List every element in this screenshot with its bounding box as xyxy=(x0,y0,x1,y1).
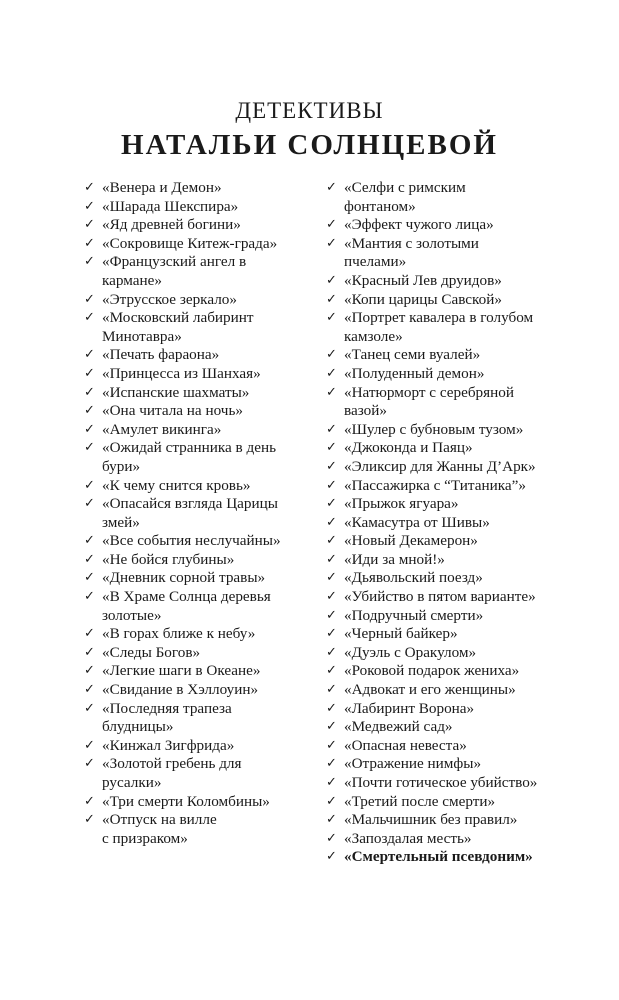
book-title: «Медвежий сад» xyxy=(344,718,453,736)
book-list-item xyxy=(84,253,309,290)
checkmark-icon: ✓ xyxy=(326,737,337,753)
book-title: «Московский лабиринт Минотавра» xyxy=(102,309,254,345)
book-title: «Три смерти Коломбины» xyxy=(102,792,270,810)
book-title: «Дневник сорной травы» xyxy=(102,569,266,587)
book-list-item xyxy=(326,551,556,570)
checkmark-icon: ✓ xyxy=(326,347,337,363)
checkmark-icon: ✓ xyxy=(326,756,337,772)
checkmark-icon: ✓ xyxy=(84,663,95,679)
book-list-item xyxy=(326,291,556,310)
book-list-item xyxy=(84,569,309,588)
book-title: «Адвокат и его женщины» xyxy=(344,681,516,699)
book-list-item xyxy=(84,644,309,663)
checkmark-icon: ✓ xyxy=(84,291,95,307)
book-title: «Не бойся глубины» xyxy=(102,550,235,568)
right-book-list xyxy=(326,179,556,867)
book-list-item xyxy=(326,439,556,458)
checkmark-icon: ✓ xyxy=(326,477,337,493)
book-title: «Амулет викинга» xyxy=(102,420,222,438)
book-title: «Шулер с бубновым тузом» xyxy=(344,420,524,438)
book-title: «Убийство в пятом варианте» xyxy=(344,588,536,606)
checkmark-icon: ✓ xyxy=(84,384,95,400)
book-list-item xyxy=(326,477,556,496)
checkmark-icon: ✓ xyxy=(326,180,337,195)
book-title: «Запоздалая месть» xyxy=(344,829,472,847)
checkmark-icon: ✓ xyxy=(84,551,95,567)
book-title: «Подручный смерти» xyxy=(344,606,484,624)
checkmark-icon: ✓ xyxy=(326,570,337,586)
checkmark-icon: ✓ xyxy=(326,310,337,326)
book-list-item xyxy=(84,495,309,532)
left-book-list xyxy=(84,179,309,848)
book-list-item xyxy=(84,291,309,310)
book-title: «Свидание в Хэллоуин» xyxy=(102,681,259,699)
checkmark-icon: ✓ xyxy=(84,403,95,419)
checkmark-icon: ✓ xyxy=(84,589,95,605)
checkmark-icon: ✓ xyxy=(326,533,337,549)
book-list-item xyxy=(84,625,309,644)
book-title: «Почти готическое убийство» xyxy=(344,774,538,791)
book-list-item xyxy=(326,625,556,644)
checkmark-icon: ✓ xyxy=(326,793,337,809)
checkmark-icon: ✓ xyxy=(84,737,95,753)
book-title: «Этрусское зеркало» xyxy=(102,290,237,308)
checkmark-icon: ✓ xyxy=(326,514,337,530)
book-title: «К чему снится кровь» xyxy=(102,476,251,494)
book-title: «Все события неслучайны» xyxy=(102,532,281,550)
book-title: «Селфи с римским фонтаном» xyxy=(344,179,466,215)
checkmark-icon: ✓ xyxy=(326,663,337,679)
checkmark-icon: ✓ xyxy=(326,644,337,660)
checkmark-icon: ✓ xyxy=(326,607,337,623)
book-list-item xyxy=(84,365,309,384)
checkmark-icon: ✓ xyxy=(84,496,95,512)
checkmark-icon: ✓ xyxy=(326,849,337,865)
checkmark-icon: ✓ xyxy=(84,533,95,549)
checkmark-icon: ✓ xyxy=(84,365,95,381)
book-list-item xyxy=(84,402,309,421)
book-list-item xyxy=(84,179,309,198)
book-list-item xyxy=(84,346,309,365)
book-title: «Лабиринт Ворона» xyxy=(344,699,475,717)
checkmark-icon: ✓ xyxy=(84,570,95,586)
checkmark-icon: ✓ xyxy=(326,551,337,567)
book-list-item xyxy=(326,569,556,588)
book-list-item xyxy=(84,477,309,496)
checkmark-icon: ✓ xyxy=(84,198,95,214)
book-list-item xyxy=(326,774,556,793)
book-list-item xyxy=(326,216,556,235)
checkmark-icon: ✓ xyxy=(326,235,337,251)
book-title: «Сокровище Китеж-града» xyxy=(102,234,278,252)
book-list-item xyxy=(326,793,556,812)
checkmark-icon: ✓ xyxy=(84,235,95,251)
checkmark-icon: ✓ xyxy=(84,477,95,493)
book-title: «Опасная невеста» xyxy=(344,736,467,754)
checkmark-icon: ✓ xyxy=(84,644,95,660)
checkmark-icon: ✓ xyxy=(84,756,95,772)
book-title: «Дьявольский поезд» xyxy=(344,569,483,587)
book-list-item xyxy=(84,811,309,848)
checkmark-icon: ✓ xyxy=(326,775,337,790)
book-title: «Принцесса из Шанхая» xyxy=(102,364,261,382)
book-title: «Джоконда и Паяц» xyxy=(344,439,473,457)
book-list-item xyxy=(84,235,309,254)
checkmark-icon: ✓ xyxy=(326,217,337,233)
book-title: «Эффект чужого лица» xyxy=(344,216,494,234)
book-list-item xyxy=(84,216,309,235)
book-list-item xyxy=(84,198,309,217)
book-title: «Отражение нимфы» xyxy=(344,755,482,773)
checkmark-icon: ✓ xyxy=(84,682,95,698)
checkmark-icon: ✓ xyxy=(84,812,95,828)
book-list-item xyxy=(326,755,556,774)
checkmark-icon: ✓ xyxy=(84,310,95,326)
checkmark-icon: ✓ xyxy=(326,830,337,846)
book-list-item xyxy=(326,272,556,291)
book-title: «Ожидай странника в день бури» xyxy=(102,439,277,475)
book-title: «Мантия с золотыми пчелами» xyxy=(344,234,479,271)
book-title: «Эликсир для Жанны Д’Арк» xyxy=(344,457,536,475)
book-list-item xyxy=(326,458,556,477)
book-title: «Иди за мной!» xyxy=(344,550,445,568)
checkmark-icon: ✓ xyxy=(326,812,337,828)
checkmark-icon: ✓ xyxy=(326,719,337,735)
checkmark-icon: ✓ xyxy=(326,272,337,288)
book-title: «В горах ближе к небу» xyxy=(102,625,256,643)
book-list-item xyxy=(326,421,556,440)
book-title: «Испанские шахматы» xyxy=(102,383,250,401)
checkmark-icon: ✓ xyxy=(84,217,95,233)
checkmark-icon: ✓ xyxy=(326,626,337,642)
book-title: «Венера и Демон» xyxy=(102,179,222,196)
book-list-item xyxy=(326,179,556,216)
book-list-item xyxy=(326,495,556,514)
book-title: «Она читала на ночь» xyxy=(102,402,243,420)
checkmark-icon: ✓ xyxy=(84,421,95,437)
checkmark-icon: ✓ xyxy=(326,496,337,512)
book-title: «Отпуск на вилле с призраком» xyxy=(102,811,217,847)
series-title-author: НАТАЛЬИ СОЛНЦЕВОЙ xyxy=(121,129,498,161)
checkmark-icon: ✓ xyxy=(326,589,337,605)
checkmark-icon: ✓ xyxy=(84,700,95,716)
book-title: «Последняя трапеза блудницы» xyxy=(102,699,232,736)
book-list-item xyxy=(326,662,556,681)
book-title: «Новый Декамерон» xyxy=(344,532,478,550)
book-list-item xyxy=(326,718,556,737)
book-list-item xyxy=(326,309,556,346)
checkmark-icon: ✓ xyxy=(326,440,337,456)
checkmark-icon: ✓ xyxy=(326,458,337,474)
book-list-item xyxy=(84,755,309,792)
book-title: «Натюрморт с серебряной вазой» xyxy=(344,383,514,420)
book-title: «Золотой гребень для русалки» xyxy=(102,755,242,791)
book-title: «Легкие шаги в Океане» xyxy=(102,662,261,680)
book-list-item xyxy=(326,346,556,365)
book-list-item xyxy=(326,384,556,421)
book-title: «Красный Лев друидов» xyxy=(344,271,502,289)
book-list-item xyxy=(84,662,309,681)
book-list-item xyxy=(326,532,556,551)
book-list-item xyxy=(84,681,309,700)
book-list-item xyxy=(84,737,309,756)
book-title: «Печать фараона» xyxy=(102,346,220,364)
book-title: «Яд древней богини» xyxy=(102,216,241,234)
book-list-item xyxy=(84,439,309,476)
book-list-item xyxy=(326,588,556,607)
book-list-item xyxy=(326,365,556,384)
book-list-item xyxy=(326,607,556,626)
book-list-item xyxy=(84,793,309,812)
book-title: «Камасутра от Шивы» xyxy=(344,513,490,531)
book-list-item xyxy=(326,681,556,700)
book-title: «Полуденный демон» xyxy=(344,364,485,382)
checkmark-icon: ✓ xyxy=(84,793,95,809)
checkmark-icon: ✓ xyxy=(84,626,95,642)
book-list-item xyxy=(84,421,309,440)
book-title: «Мальчишник без правил» xyxy=(344,811,518,829)
book-title: «Шарада Шекспира» xyxy=(102,197,239,215)
book-title: «Прыжок ягуара» xyxy=(344,495,459,513)
book-list-item xyxy=(326,644,556,663)
book-list-item xyxy=(84,551,309,570)
checkmark-icon: ✓ xyxy=(326,700,337,716)
book-title: «Танец семи вуалей» xyxy=(344,346,481,364)
book-title: «Опасайся взгляда Царицы змей» xyxy=(102,495,278,531)
book-list-item xyxy=(326,811,556,830)
book-list-item xyxy=(84,700,309,737)
book-title: «Черный байкер» xyxy=(344,625,458,643)
checkmark-icon: ✓ xyxy=(326,682,337,698)
book-title: «Дуэль с Оракулом» xyxy=(344,643,477,661)
book-list-item xyxy=(84,384,309,403)
book-title: «В Храме Солнца деревья золотые» xyxy=(102,588,271,624)
book-list-item xyxy=(326,235,556,272)
checkmark-icon: ✓ xyxy=(84,440,95,456)
checkmark-icon: ✓ xyxy=(84,254,95,270)
book-title: «Смертельный псевдоним» xyxy=(344,848,533,866)
book-title: «Французский ангел в кармане» xyxy=(102,253,247,289)
book-title: «Кинжал Зигфрида» xyxy=(102,736,235,754)
checkmark-icon: ✓ xyxy=(326,421,337,437)
book-title: «Следы Богов» xyxy=(102,643,201,661)
checkmark-icon: ✓ xyxy=(326,384,337,400)
book-list-item xyxy=(84,588,309,625)
checkmark-icon: ✓ xyxy=(326,291,337,307)
book-list-item xyxy=(84,309,309,346)
checkmark-icon: ✓ xyxy=(84,347,95,363)
book-title: «Роковой подарок жениха» xyxy=(344,662,520,680)
book-title: «Пассажирка с “Титаника”» xyxy=(344,476,526,494)
book-title: «Портрет кавалера в голубом камзоле» xyxy=(344,309,534,345)
checkmark-icon: ✓ xyxy=(326,365,337,381)
book-list-item xyxy=(326,848,556,867)
book-title: «Копи царицы Савской» xyxy=(344,290,502,308)
series-title-line1: ДЕТЕКТИВЫ xyxy=(235,98,384,123)
book-list-item xyxy=(326,737,556,756)
book-list-item xyxy=(84,532,309,551)
book-title: «Третий после смерти» xyxy=(344,792,496,810)
book-list-item xyxy=(326,700,556,719)
checkmark-icon: ✓ xyxy=(84,180,95,195)
book-list-item xyxy=(326,514,556,533)
book-list-item xyxy=(326,830,556,849)
